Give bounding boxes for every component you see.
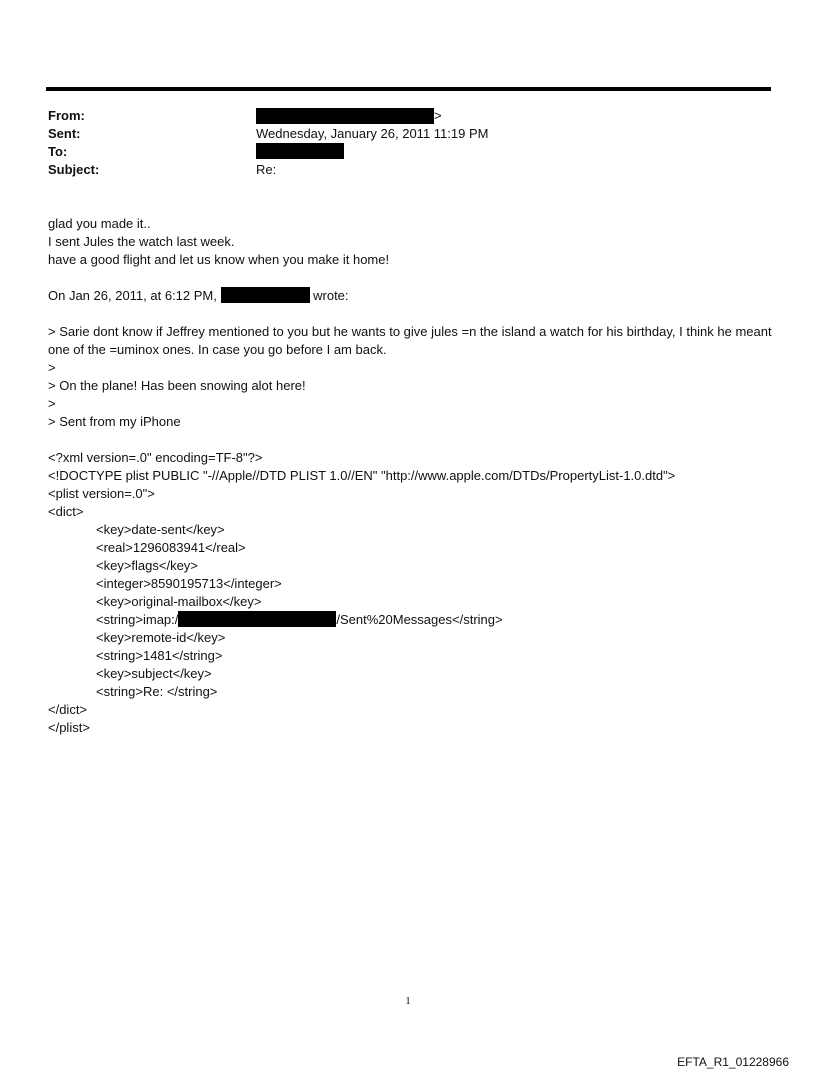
- redaction-box: [256, 108, 434, 124]
- reply-line: I sent Jules the watch last week.: [48, 234, 235, 249]
- redaction-box: [178, 611, 336, 627]
- plist-dict-line: <integer>8590195713</integer>: [96, 576, 282, 591]
- quoted-line: > On the plane! Has been snowing alot here!: [48, 378, 306, 393]
- quote-intro-prefix: On Jan 26, 2011, at 6:12 PM,: [48, 288, 217, 303]
- plist-dict-line: <string>1481</string>: [96, 648, 223, 663]
- plist-dict-line: <key>flags</key>: [96, 558, 198, 573]
- sent-row: [48, 125, 748, 143]
- redaction-box: [221, 287, 310, 303]
- reply-line: glad you made it..: [48, 216, 151, 231]
- plist-line: <dict>: [48, 504, 84, 519]
- spacer: [48, 431, 778, 449]
- email-header: [48, 107, 748, 179]
- to-row: [48, 143, 748, 161]
- quote-intro-suffix: wrote:: [313, 288, 349, 303]
- plist-line: <!DOCTYPE plist PUBLIC "-//Apple//DTD PLIST 1.0//EN" "http://www.apple.com/DTDs/PropertyList-1.0.dtd">: [48, 468, 676, 483]
- plist-line: <?xml version=.0" encoding=TF-8"?>: [48, 450, 263, 465]
- plist-imap-line: [48, 611, 778, 629]
- from-suffix: >: [434, 108, 442, 123]
- plist-line: </plist>: [48, 720, 90, 735]
- plist-dict-line: <string>Re: </string>: [96, 684, 218, 699]
- imap-suffix: /Sent%20Messages</string>: [336, 612, 503, 627]
- sent-value: Wednesday, January 26, 2011 11:19 PM: [256, 126, 489, 141]
- imap-prefix: <string>imap:/: [96, 612, 179, 627]
- quoted-line: > Sarie dont know if Jeffrey mentioned to you but he wants to give jules =n the island a watch for his birthday, I think he meant one of the =uminox ones. In case you go before I am back.: [48, 324, 776, 357]
- plist-line: </dict>: [48, 702, 88, 717]
- plist-dict-line: <key>original-mailbox</key>: [96, 594, 262, 609]
- header-rule: [46, 87, 771, 91]
- plist-line: <plist version=.0">: [48, 486, 155, 501]
- to-label: To:: [48, 144, 68, 159]
- from-value: [256, 107, 442, 125]
- quote-intro: [48, 287, 778, 305]
- from-label: From:: [48, 108, 85, 123]
- from-row: [48, 107, 748, 125]
- email-body: [48, 215, 778, 737]
- plist-dict-line: <key>date-sent</key>: [96, 522, 225, 537]
- subject-value: Re:: [256, 162, 277, 177]
- quoted-line: >: [48, 360, 56, 375]
- page-number: 1: [405, 995, 411, 1007]
- subject-label: Subject:: [48, 162, 100, 177]
- plist-dict-line: <key>remote-id</key>: [96, 630, 226, 645]
- plist-dict-line: <real>1296083941</real>: [96, 540, 246, 555]
- quoted-line: >: [48, 396, 56, 411]
- quoted-line: > Sent from my iPhone: [48, 414, 181, 429]
- sent-label: Sent:: [48, 126, 81, 141]
- spacer: [48, 305, 778, 323]
- plist-dict-line: <key>subject</key>: [96, 666, 212, 681]
- redaction-box: [256, 143, 344, 159]
- to-value: [256, 143, 344, 159]
- spacer: [48, 269, 778, 287]
- bates-number: EFTA_R1_01228966: [677, 1055, 789, 1069]
- reply-line: have a good flight and let us know when you make it home!: [48, 252, 390, 267]
- subject-row: [48, 161, 748, 179]
